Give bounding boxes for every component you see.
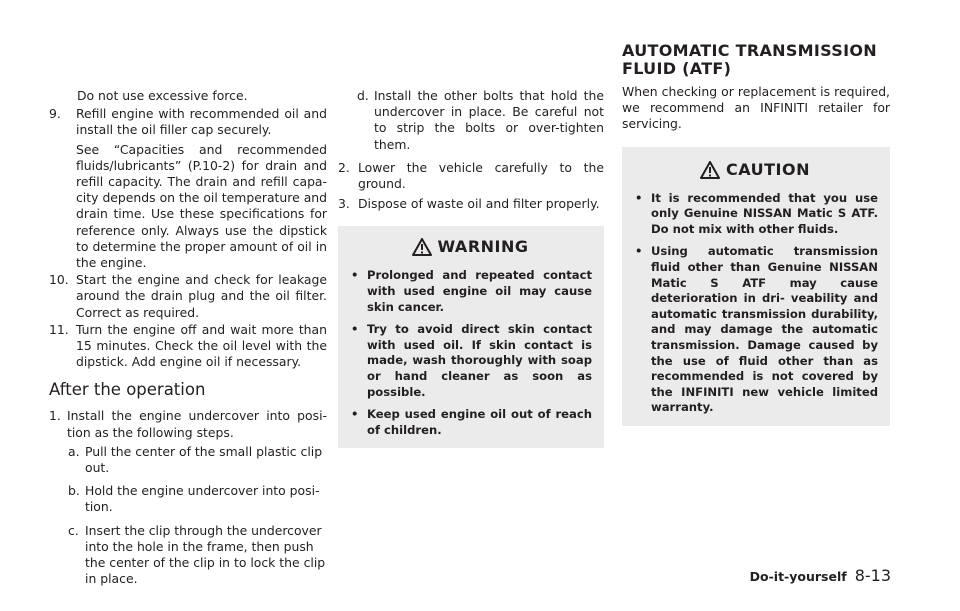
- warning-box: [338, 226, 604, 448]
- warning-list: [348, 268, 592, 438]
- bullet: •: [351, 407, 359, 422]
- sub-step-text: Insert the clip through the undercover into the hole in the frame, then push the center of the clip in to lock the clip in place.: [85, 522, 326, 587]
- warning-title: [348, 238, 592, 256]
- caution-item: [632, 191, 878, 238]
- warning-item-text: Try to avoid direct skin contact with used oil. If skin contact is made, wash thoroughly with soap or hand cleaner as soon as possible.: [367, 322, 592, 399]
- oil-force-note: Do not use excessive force.: [77, 88, 248, 103]
- page-number: 8-13: [854, 566, 891, 585]
- warning-item: [348, 268, 592, 315]
- warning-item-text: Prolonged and repeated contact with used engine oil may cause skin cancer.: [367, 268, 592, 314]
- sub-step-letter: a.: [68, 443, 80, 459]
- caution-title-text: CAUTION: [726, 159, 810, 179]
- step-text: Dispose of waste oil and filter properly.: [358, 196, 600, 212]
- step-number: 9.: [49, 106, 61, 122]
- caution-box: [622, 147, 890, 426]
- sub-step-text: Install the other bolts that hold the undercover in place. Be careful not to strip the bolts or over-tighten them.: [374, 88, 604, 152]
- sub-step-letter: c.: [68, 522, 79, 538]
- footer-section-name: Do-it-yourself: [749, 569, 847, 584]
- sub-step-a: [49, 444, 327, 476]
- caution-item: [632, 244, 878, 416]
- sub-step-letter: d.: [357, 88, 369, 103]
- bullet: •: [635, 190, 643, 205]
- sub-step-d: [338, 88, 604, 153]
- warning-triangle-icon: [412, 238, 432, 256]
- column-middle: [338, 88, 604, 448]
- column-right: [622, 42, 890, 426]
- step-10: [49, 272, 327, 321]
- warning-item: [348, 407, 592, 438]
- after-step-3: [338, 196, 604, 212]
- atf-intro: When checking or replacement is required, we recommend an INFINITI retailer for servicing.: [622, 84, 890, 132]
- sub-step-text: Hold the engine undercover into posi- tion.: [85, 483, 320, 515]
- warning-title-text: WARNING: [437, 237, 529, 257]
- after-step-1: [49, 408, 327, 440]
- page-footer: [750, 566, 891, 585]
- warning-item-text: Keep used engine oil out of reach of children.: [367, 407, 592, 437]
- step-text: Lower the vehicle carefully to the ground.: [358, 159, 604, 192]
- sub-step-letter: b.: [68, 483, 80, 499]
- step-9: [49, 106, 327, 138]
- step-11: [49, 322, 327, 371]
- warning-item: [348, 322, 592, 400]
- step-text: Install the engine undercover into posi- tion as the following steps.: [67, 408, 327, 440]
- step-number: 3.: [338, 196, 350, 212]
- column-left: [49, 88, 327, 594]
- step-number: 11.: [49, 321, 69, 337]
- step-9-reference: See “Capacities and recommended fluids/lubricants” (P.10-2) for drain and refill capacity. The drain and refill capa- city depends on the oil temperature and drain time. Use these specifications for reference only. Always use the dipstick to determine the proper amount of oil in the engine.: [76, 141, 327, 271]
- after-step-2: [338, 160, 604, 192]
- bullet: •: [635, 244, 643, 259]
- bullet: •: [351, 322, 359, 337]
- caution-title: [632, 161, 878, 179]
- caution-list: [632, 191, 878, 416]
- step-number: 10.: [49, 272, 69, 288]
- step-number: 1.: [49, 408, 61, 424]
- step-text: Turn the engine off and wait more than 15 minutes. Check the oil level with the dipstick. Add engine oil if necessary.: [76, 321, 327, 370]
- caution-item-text: Using automatic transmission fluid other than Genuine NISSAN Matic S ATF may cause deterioration in dri- veability and automatic transmission durability, and may damage the automatic transmission. Damage caused by the use of fluid other than as recommended is not covered by the INFINITI new vehicle limited warranty.: [651, 244, 878, 415]
- sub-step-c: [49, 523, 327, 588]
- step-text: Refill engine with recommended oil and install the oil filler cap securely.: [76, 106, 327, 138]
- step-number: 2.: [338, 159, 350, 175]
- caution-item-text: It is recommended that you use only Genuine NISSAN Matic S ATF. Do not mix with other fluids.: [651, 190, 878, 236]
- sub-step-b: [49, 483, 327, 515]
- sub-step-text: Pull the center of the small plastic clip out.: [85, 443, 323, 476]
- section-heading-after-operation: After the operation: [49, 380, 206, 400]
- step-text: Start the engine and check for leakage around the drain plug and the oil filter. Correct as required.: [76, 272, 327, 320]
- bullet: •: [351, 268, 359, 283]
- section-heading-atf: AUTOMATIC TRANSMISSION FLUID (ATF): [622, 41, 877, 78]
- warning-triangle-icon: [700, 161, 720, 179]
